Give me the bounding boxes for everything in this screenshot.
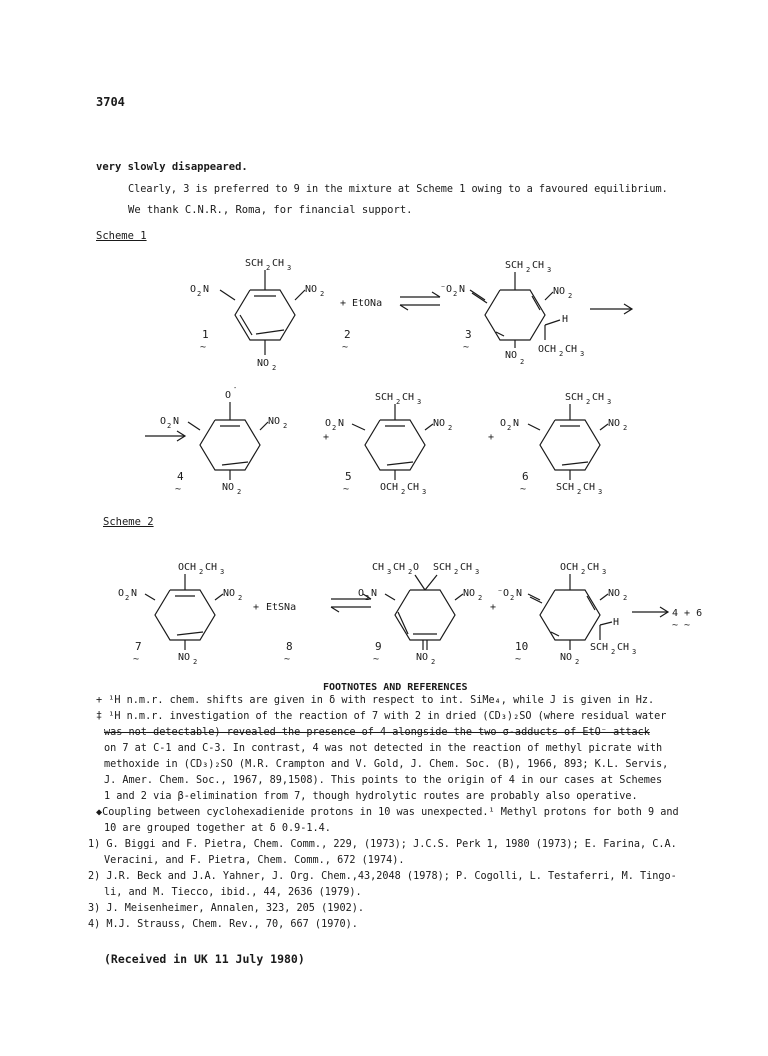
footnotes-heading: FOOTNOTES AND REFERENCES <box>323 682 468 693</box>
reference-line: 3) J. Meisenheimer, Annalen, 323, 205 (1902). <box>88 903 365 914</box>
svg-text:O: O <box>500 418 507 429</box>
svg-text:2: 2 <box>199 568 204 576</box>
label-1: 1 <box>202 328 209 341</box>
svg-text:NO: NO <box>463 588 476 599</box>
svg-text:SCH: SCH <box>433 562 452 573</box>
svg-text:H: H <box>562 314 569 325</box>
svg-text:~: ~ <box>284 654 291 665</box>
svg-text:2: 2 <box>454 568 459 576</box>
svg-text:OCH: OCH <box>380 482 399 493</box>
svg-text:3: 3 <box>580 350 585 358</box>
svg-text:CH: CH <box>532 260 545 271</box>
svg-text:N: N <box>131 588 138 599</box>
svg-text:2: 2 <box>237 488 242 496</box>
svg-text:7: 7 <box>135 640 142 653</box>
svg-text:2: 2 <box>568 292 573 300</box>
svg-text:NO: NO <box>178 652 191 663</box>
svg-text:2: 2 <box>272 364 277 372</box>
footnote-line: on 7 at C-1 and C-3. In contrast, 4 was not detected in the reaction of methyl picrate with <box>104 743 663 754</box>
footnote-line: ‡ ¹H n.m.r. investigation of the reaction of 7 with 2 in dried (CD₃)₂SO (where residual water <box>96 711 667 722</box>
svg-text:2: 2 <box>581 568 586 576</box>
svg-text:CH: CH <box>372 562 385 573</box>
svg-text:N: N <box>338 418 345 429</box>
svg-text:2: 2 <box>453 290 458 298</box>
svg-text:2: 2 <box>320 290 325 298</box>
svg-text:~: ~ <box>463 342 470 353</box>
svg-text:CH: CH <box>583 482 596 493</box>
svg-text:CH: CH <box>272 258 285 269</box>
svg-text:OCH: OCH <box>538 344 557 355</box>
svg-text:2: 2 <box>507 424 512 432</box>
svg-text:SCH: SCH <box>245 258 264 269</box>
svg-text:SCH: SCH <box>505 260 524 271</box>
body-line-3: We thank C.N.R., Roma, for financial support. <box>128 204 413 216</box>
svg-text:3: 3 <box>220 568 225 576</box>
svg-text:2: 2 <box>193 658 198 666</box>
svg-text:4: 4 <box>177 470 184 483</box>
svg-text:~: ~ <box>342 342 349 353</box>
svg-text:O: O <box>413 562 420 573</box>
svg-text:6: 6 <box>522 470 529 483</box>
svg-text:2: 2 <box>344 328 351 341</box>
svg-text:2: 2 <box>611 648 616 656</box>
svg-text:⁻O: ⁻O <box>440 284 453 295</box>
svg-text:CH: CH <box>205 562 218 573</box>
svg-text:2: 2 <box>408 568 413 576</box>
svg-text:OCH: OCH <box>178 562 197 573</box>
svg-text:9: 9 <box>375 640 382 653</box>
svg-text:2: 2 <box>125 594 130 602</box>
svg-text:NO: NO <box>608 588 621 599</box>
svg-text:SCH: SCH <box>375 392 394 403</box>
svg-text:+: + <box>253 602 260 613</box>
svg-text:CH: CH <box>592 392 605 403</box>
svg-text:3: 3 <box>607 398 612 406</box>
svg-text:O: O <box>190 284 197 295</box>
svg-text:~: ~ <box>175 484 182 495</box>
svg-text:N: N <box>173 416 180 427</box>
svg-text:2: 2 <box>520 358 525 366</box>
footnote-line: was not detectable) revealed the presence of 4 alongside the two σ-adducts of EtO⁻ attack <box>104 727 650 738</box>
body-line-1: very slowly disappeared. <box>96 161 248 173</box>
footnote-line: ◆Coupling between cyclohexadienide protons in 10 was unexpected.¹ Methyl protons for both 9 and <box>96 807 679 818</box>
svg-text:2: 2 <box>478 594 483 602</box>
scheme-2-heading: Scheme 2 <box>103 516 154 528</box>
svg-text:N: N <box>371 588 378 599</box>
svg-text:CH: CH <box>393 562 406 573</box>
svg-text:2: 2 <box>401 488 406 496</box>
svg-text:3: 3 <box>287 264 292 272</box>
svg-text:SCH: SCH <box>590 642 609 653</box>
svg-text:~: ~ <box>520 484 527 495</box>
svg-text:2: 2 <box>197 290 202 298</box>
svg-text:2: 2 <box>365 594 370 602</box>
svg-text:NO: NO <box>553 286 566 297</box>
svg-text:~: ~ <box>200 342 207 353</box>
page-number: 3704 <box>96 95 125 109</box>
svg-text:-: - <box>233 384 238 392</box>
svg-text:NO: NO <box>560 652 573 663</box>
svg-text:3: 3 <box>547 266 552 274</box>
reference-line: 1) G. Biggi and F. Pietra, Chem. Comm., 229, (1973); J.C.S. Perk 1, 1980 (1973); E. Farina, C.A. <box>88 839 677 850</box>
svg-text:+: + <box>340 298 347 309</box>
svg-text:2: 2 <box>332 424 337 432</box>
svg-text:NO: NO <box>608 418 621 429</box>
svg-text:+: + <box>490 602 497 613</box>
svg-text:O: O <box>225 390 232 401</box>
svg-text:NO: NO <box>222 482 235 493</box>
svg-text:NO: NO <box>223 588 236 599</box>
svg-text:SCH: SCH <box>565 392 584 403</box>
svg-text:~: ~ <box>515 654 522 665</box>
svg-text:~ ~: ~ ~ <box>672 620 691 631</box>
svg-text:2: 2 <box>623 424 628 432</box>
svg-text:2: 2 <box>575 658 580 666</box>
svg-text:NO: NO <box>268 416 281 427</box>
svg-text:NO: NO <box>433 418 446 429</box>
svg-text:5: 5 <box>345 470 352 483</box>
svg-text:CH: CH <box>460 562 473 573</box>
svg-text:2: 2 <box>623 594 628 602</box>
svg-text:3: 3 <box>598 488 603 496</box>
reference-line: 4) M.J. Strauss, Chem. Rev., 70, 667 (1970). <box>88 919 358 930</box>
svg-text:OCH: OCH <box>560 562 579 573</box>
svg-text:N: N <box>516 588 523 599</box>
svg-text:2: 2 <box>526 266 531 274</box>
reference-line: 2) J.R. Beck and J.A. Yahner, J. Org. Chem.,43,2048 (1978); P. Cogolli, L. Testaferri, M. Tingo- <box>88 871 677 882</box>
svg-text:2: 2 <box>396 398 401 406</box>
svg-text:2: 2 <box>167 422 172 430</box>
svg-text:O: O <box>118 588 125 599</box>
svg-text:CH: CH <box>402 392 415 403</box>
svg-text:3: 3 <box>417 398 422 406</box>
svg-text:+: + <box>323 432 330 443</box>
svg-text:CH: CH <box>407 482 420 493</box>
footnote-line: J. Amer. Chem. Soc., 1967, 89,1508). This points to the origin of 4 in our cases at Schemes <box>104 775 663 786</box>
svg-text:~: ~ <box>343 484 350 495</box>
body-line-2: Clearly, 3 is preferred to 9 in the mixture at Scheme 1 owing to a favoured equilibrium. <box>128 184 668 195</box>
svg-text:10: 10 <box>515 640 529 653</box>
svg-text:2: 2 <box>510 594 515 602</box>
footnote-line: methoxide in (CD₃)₂SO (M.R. Crampton and V. Gold, J. Chem. Soc. (B), 1966, 893; K.L. Servis, <box>104 759 669 770</box>
svg-text:~: ~ <box>373 654 380 665</box>
svg-text:2: 2 <box>448 424 453 432</box>
svg-text:8: 8 <box>286 640 293 653</box>
svg-text:SCH: SCH <box>556 482 575 493</box>
scheme-1-heading: Scheme 1 <box>96 230 147 242</box>
svg-text:2: 2 <box>559 350 564 358</box>
svg-text:3: 3 <box>632 648 637 656</box>
svg-text:⁻O: ⁻O <box>497 588 510 599</box>
svg-text:O: O <box>358 588 365 599</box>
svg-text:H: H <box>613 617 620 628</box>
svg-text:3: 3 <box>387 568 392 576</box>
svg-text:+: + <box>488 432 495 443</box>
svg-text:3: 3 <box>465 328 472 341</box>
svg-text:N: N <box>203 284 210 295</box>
svg-text:NO: NO <box>257 358 270 369</box>
footnote-line: 1 and 2 via β-elimination from 7, though hydrolytic routes are probably also operative. <box>104 791 638 802</box>
scheme-1-reagent: EtONa <box>352 298 383 309</box>
svg-text:N: N <box>459 284 466 295</box>
svg-text:CH: CH <box>617 642 630 653</box>
reference-line: li, and M. Tiecco, ibid., 44, 2636 (1979). <box>104 887 362 898</box>
received-note: (Received in UK 11 July 1980) <box>104 952 305 966</box>
svg-text:O: O <box>325 418 332 429</box>
svg-text:NO: NO <box>416 652 429 663</box>
svg-text:~: ~ <box>133 654 140 665</box>
svg-text:3: 3 <box>475 568 480 576</box>
svg-text:3: 3 <box>602 568 607 576</box>
footnote-line: + ¹H n.m.r. chem. shifts are given in δ with respect to int. SiMe₄, while J is given in Hz. <box>96 695 655 706</box>
svg-text:2: 2 <box>283 422 288 430</box>
svg-text:2: 2 <box>577 488 582 496</box>
svg-text:CH: CH <box>565 344 578 355</box>
svg-text:CH: CH <box>587 562 600 573</box>
svg-text:3: 3 <box>422 488 427 496</box>
footnote-line: 10 are grouped together at δ 0.9-1.4. <box>104 823 331 834</box>
svg-text:N: N <box>513 418 520 429</box>
svg-text:O: O <box>160 416 167 427</box>
svg-text:2: 2 <box>431 658 436 666</box>
svg-text:2: 2 <box>238 594 243 602</box>
svg-text:NO: NO <box>305 284 318 295</box>
scheme-2-products: 4 + 6 <box>672 608 703 619</box>
svg-text:NO: NO <box>505 350 518 361</box>
svg-text:2: 2 <box>586 398 591 406</box>
svg-text:2: 2 <box>266 264 271 272</box>
scheme-2-reagent: EtSNa <box>266 602 297 613</box>
reference-line: Veracini, and F. Pietra, Chem. Comm., 672 (1974). <box>104 855 405 866</box>
